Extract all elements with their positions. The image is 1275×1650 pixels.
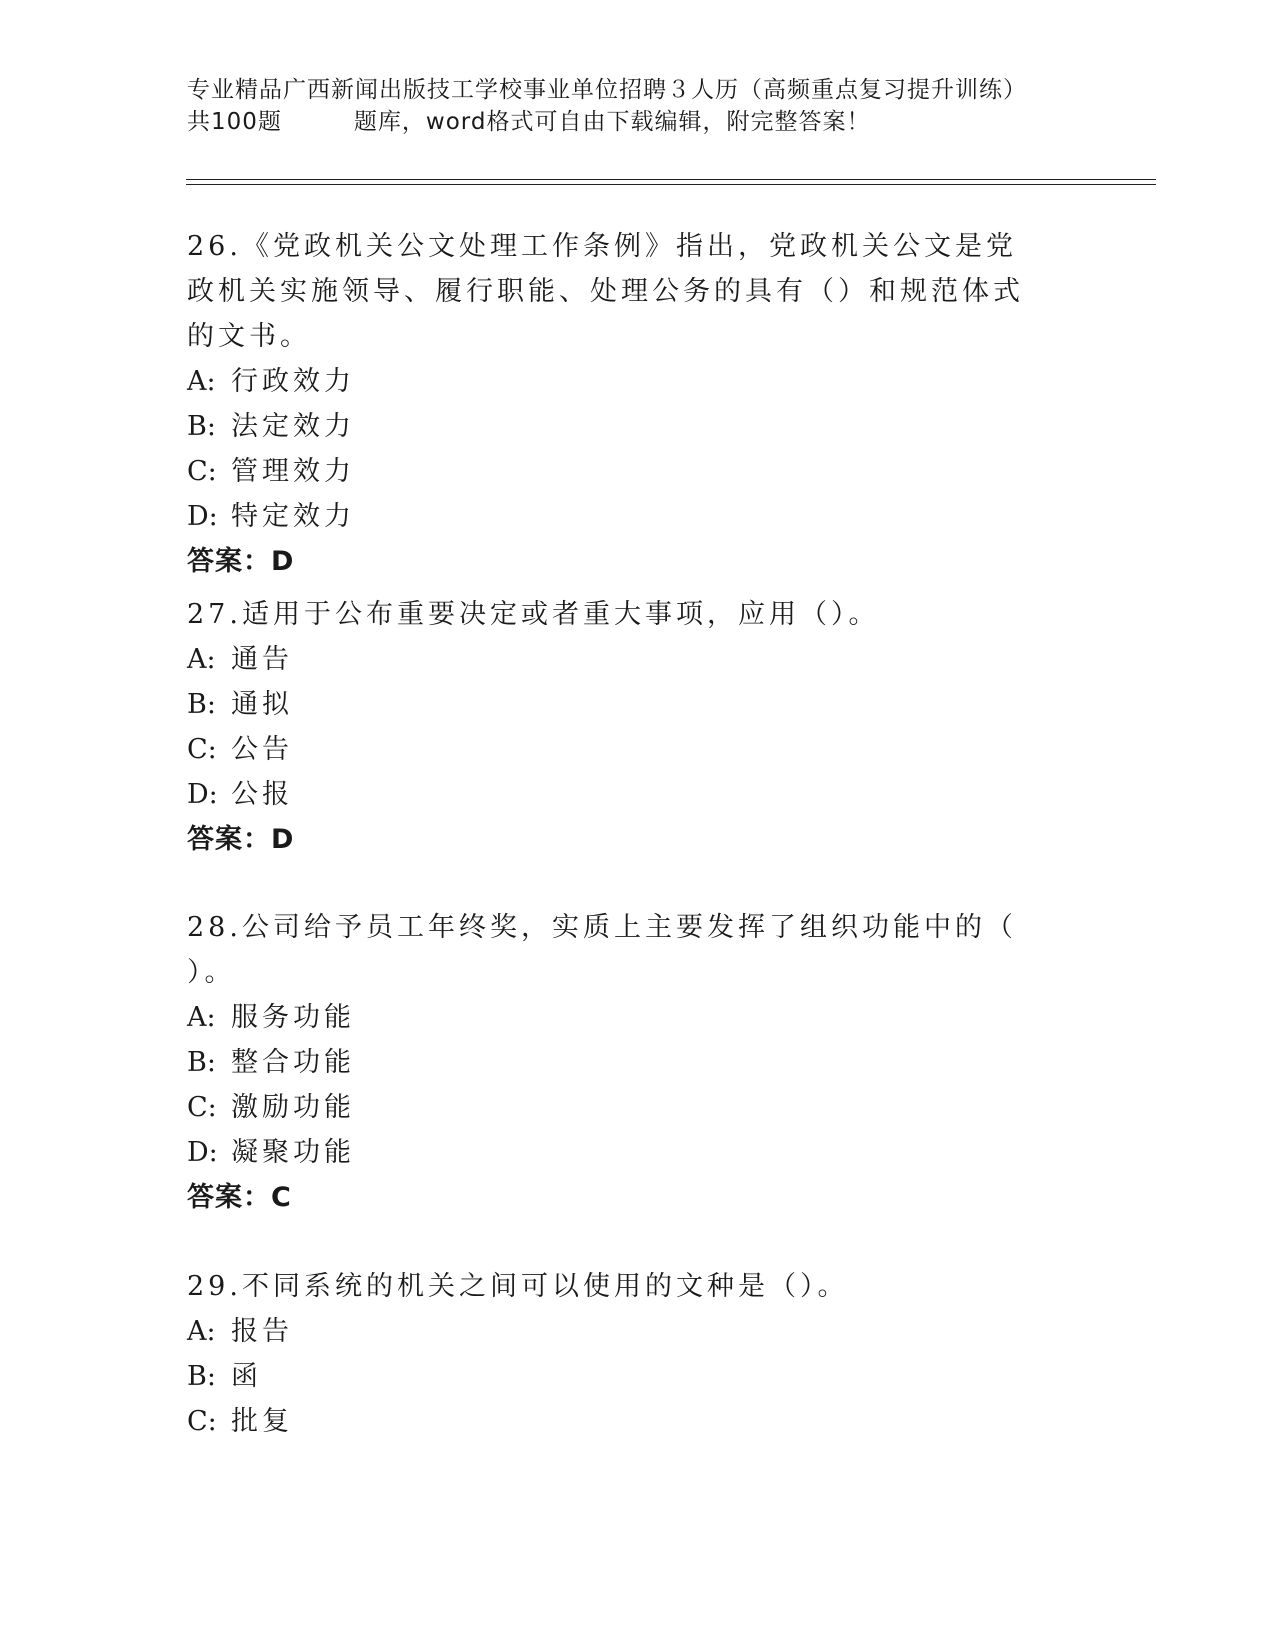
option-c	[187, 727, 1087, 772]
option-text: 特定效力	[231, 501, 355, 532]
option-b	[187, 1040, 1087, 1085]
option-c	[187, 1399, 1087, 1444]
option-a	[187, 359, 1087, 404]
answer: 答案：C	[187, 1182, 292, 1213]
header-title-line: 专业精品广西新闻出版技工学校事业单位招聘３人历（高频重点复习提升训练）	[187, 77, 1027, 103]
option-letter: B:	[187, 1047, 216, 1078]
document-header	[187, 74, 1087, 138]
option-text: 公报	[231, 779, 293, 810]
option-c	[187, 449, 1087, 494]
option-text: 公告	[231, 734, 293, 765]
option-letter: A:	[187, 1002, 216, 1033]
option-letter: D:	[187, 779, 218, 810]
header-subtitle-line	[187, 106, 1087, 138]
option-a	[187, 995, 1087, 1040]
option-d	[187, 1130, 1087, 1175]
answer: 答案：D	[187, 546, 295, 577]
question-28	[187, 905, 1087, 1221]
option-d	[187, 772, 1087, 817]
question-text: 29.不同系统的机关之间可以使用的文种是（）。	[187, 1271, 849, 1302]
question-29	[187, 1264, 1087, 1444]
option-a	[187, 637, 1087, 682]
option-letter: A:	[187, 644, 216, 675]
question-26	[187, 224, 1087, 585]
option-text: 整合功能	[231, 1047, 355, 1078]
option-letter: D:	[187, 1137, 218, 1168]
question-text: 27.适用于公布重要决定或者重大事项，应用（）。	[187, 599, 880, 630]
option-b	[187, 404, 1087, 449]
option-a	[187, 1309, 1087, 1354]
option-text: 激励功能	[231, 1092, 355, 1123]
option-b	[187, 682, 1087, 727]
header-divider-bottom	[186, 184, 1156, 185]
question-text: 28.公司给予员工年终奖，实质上主要发挥了组织功能中的（ ）。	[187, 912, 1017, 988]
question-text: 26.《党政机关公文处理工作条例》指出，党政机关公文是党政机关实施领导、履行职能、处理公务的具有（）和规范体式的文书。	[187, 231, 1024, 352]
option-letter: B:	[187, 411, 216, 442]
option-letter: B:	[187, 1361, 216, 1392]
header-note: 题库，word格式可自由下载编辑，附完整答案！	[353, 109, 871, 135]
option-letter: A:	[187, 1316, 216, 1347]
question-count: 共100题	[187, 109, 282, 135]
header-divider-top	[186, 179, 1156, 180]
option-text: 行政效力	[231, 366, 355, 397]
option-letter: C:	[187, 1092, 217, 1123]
question-27	[187, 592, 1087, 863]
option-c	[187, 1085, 1087, 1130]
option-letter: C:	[187, 1406, 217, 1437]
option-letter: A:	[187, 366, 216, 397]
option-text: 通告	[231, 644, 293, 675]
option-text: 通拟	[231, 689, 293, 720]
option-d	[187, 494, 1087, 539]
option-letter: D:	[187, 501, 218, 532]
option-text: 报告	[231, 1316, 293, 1347]
option-text: 凝聚功能	[231, 1137, 355, 1168]
option-text: 法定效力	[231, 411, 355, 442]
option-letter: B:	[187, 689, 216, 720]
option-letter: C:	[187, 734, 217, 765]
option-text: 服务功能	[231, 1002, 355, 1033]
option-text: 函	[231, 1361, 262, 1392]
option-text: 管理效力	[231, 456, 355, 487]
option-text: 批复	[231, 1406, 293, 1437]
option-b	[187, 1354, 1087, 1399]
answer: 答案：D	[187, 824, 295, 855]
option-letter: C:	[187, 456, 217, 487]
